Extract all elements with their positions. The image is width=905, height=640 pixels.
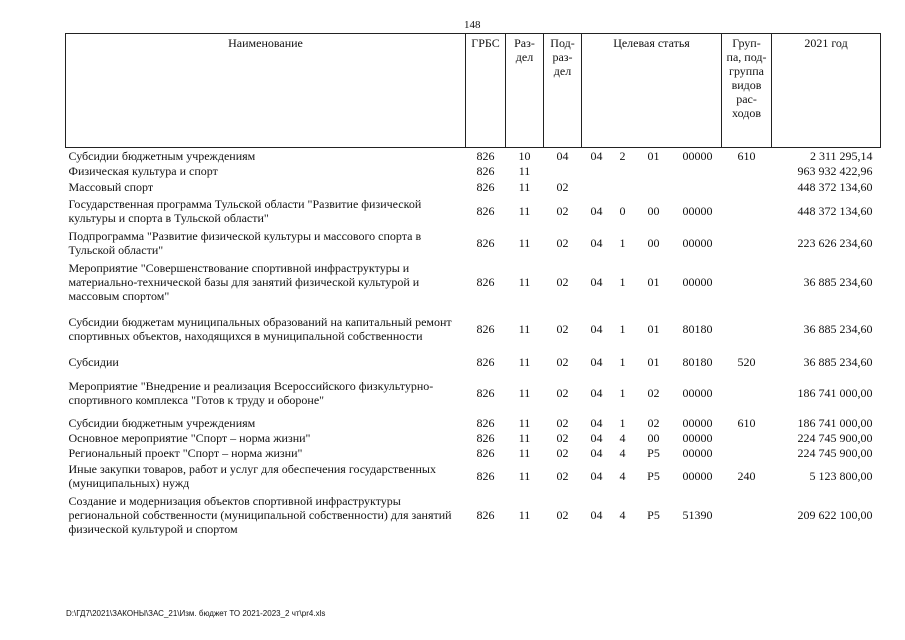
row-podrazdel: 02 — [556, 179, 569, 194]
row-target-program: 04 — [590, 507, 603, 522]
row-grbs: 826 — [476, 321, 495, 336]
row-amount: 224 745 900,00 — [797, 446, 873, 460]
row-razdel: 11 — [518, 179, 531, 194]
table-row — [66, 259, 881, 305]
header-razdel: Раз- дел — [506, 34, 544, 148]
row-razdel: 10 — [518, 148, 531, 163]
file-path-footer: D:\ГД7\2021\ЗАКОНЫ\ЗАС_21\Изм. бюджет ТО 2021-2023_2 чт\рr4.xls — [66, 609, 326, 618]
table-row — [66, 195, 881, 227]
row-target-subprogram: 1 — [619, 354, 626, 369]
row-name: Региональный проект "Спорт – норма жизни" — [68, 446, 303, 460]
row-name: Подпрограмма "Развитие физической культуры и массового спорта в Тульской области" — [68, 228, 422, 257]
row-target-program: 04 — [590, 235, 603, 250]
table-row — [66, 148, 881, 164]
row-target-subprogram: 4 — [619, 431, 626, 445]
row-expense-type: 610 — [737, 148, 756, 163]
row-amount: 36 885 234,60 — [803, 321, 873, 336]
row-expense-type — [722, 492, 772, 538]
row-target-subprogram: 4 — [619, 469, 626, 483]
row-target-event: P5 — [647, 446, 660, 460]
table-row — [66, 179, 881, 195]
row-expense-type: 520 — [737, 354, 756, 369]
table-row — [66, 446, 881, 461]
row-grbs: 826 — [476, 354, 495, 369]
row-target-event: 02 — [647, 385, 660, 400]
row-target-direction: 80180 — [682, 321, 713, 336]
row-target-program: 04 — [590, 274, 603, 289]
row-razdel: 11 — [518, 446, 531, 460]
row-target-subprogram: 1 — [619, 415, 626, 430]
row-name: Мероприятие "Внедрение и реализация Всероссийского физкультурно-спортивного комплекса "Готов к труду и обороне" — [68, 378, 434, 407]
row-grbs: 826 — [476, 415, 495, 430]
row-expense-type — [722, 446, 772, 461]
row-target-direction: 00000 — [682, 385, 713, 400]
row-razdel: 11 — [518, 415, 531, 430]
row-target-event: 01 — [647, 274, 660, 289]
row-target-subprogram: 1 — [619, 274, 626, 289]
row-target-subprogram: 0 — [619, 203, 626, 218]
row-target-event: 01 — [647, 321, 660, 336]
row-target-direction: 51390 — [682, 507, 713, 522]
row-target-direction: 00000 — [682, 431, 713, 445]
row-grbs: 826 — [476, 179, 495, 194]
row-target-subprogram: 4 — [619, 507, 626, 522]
row-target-program: 04 — [590, 203, 603, 218]
row-amount: 448 372 134,60 — [797, 179, 873, 194]
header-name: Наименование — [66, 34, 466, 148]
row-expense-type — [722, 305, 772, 353]
row-grbs: 826 — [476, 235, 495, 250]
table-row — [66, 164, 881, 179]
table-header-row — [66, 34, 881, 148]
row-target-subprogram: 4 — [619, 446, 626, 460]
row-target-event: 01 — [647, 148, 660, 163]
row-podrazdel: 02 — [556, 385, 569, 400]
table-row — [66, 227, 881, 259]
row-target-direction: 00000 — [682, 148, 713, 163]
row-razdel: 11 — [518, 354, 531, 369]
row-expense-type — [722, 195, 772, 227]
row-name: Мероприятие "Совершенствование спортивной инфраструктуры и материально-технической базы для занятий физической культурой и массовым спортом" — [68, 260, 420, 303]
row-name: Субсидии — [68, 354, 119, 369]
row-target-direction: 00000 — [682, 274, 713, 289]
row-target-event: 01 — [647, 354, 660, 369]
page-number: 148 — [464, 19, 481, 31]
row-target-direction: 00000 — [682, 235, 713, 250]
row-grbs: 826 — [476, 469, 495, 483]
row-expense-type — [722, 227, 772, 259]
table-row — [66, 461, 881, 492]
row-target-program: 04 — [590, 431, 603, 445]
header-expense-group: Груп- па, под- группа видов рас- ходов — [722, 34, 772, 148]
row-target-subprogram: 1 — [619, 321, 626, 336]
row-target-event: P5 — [647, 507, 660, 522]
row-name: Государственная программа Тульской области "Развитие физической культуры и спорта в Тульской области" — [68, 196, 422, 225]
row-target-subprogram: 2 — [619, 148, 626, 163]
row-razdel: 11 — [518, 203, 531, 218]
row-target-direction: 00000 — [682, 469, 713, 483]
row-grbs: 826 — [476, 385, 495, 400]
row-podrazdel: 02 — [556, 431, 569, 445]
row-podrazdel: 02 — [556, 415, 569, 430]
row-grbs: 826 — [476, 274, 495, 289]
table-row — [66, 415, 881, 431]
row-razdel: 11 — [518, 274, 531, 289]
row-podrazdel: 02 — [556, 203, 569, 218]
row-target-program: 04 — [590, 446, 603, 460]
budget-table — [65, 33, 881, 538]
header-grbs: ГРБС — [466, 34, 506, 148]
row-target-direction — [674, 164, 722, 179]
row-target-event — [634, 164, 674, 179]
row-name: Субсидии бюджетным учреждениям — [68, 415, 256, 430]
row-target-program: 04 — [590, 148, 603, 163]
row-amount: 186 741 000,00 — [797, 385, 873, 400]
row-amount: 2 311 295,14 — [809, 148, 873, 163]
row-expense-type — [722, 371, 772, 415]
row-expense-type — [722, 431, 772, 446]
row-name: Субсидии бюджетным учреждениям — [68, 148, 256, 163]
table-row — [66, 492, 881, 538]
row-target-event: P5 — [647, 469, 660, 483]
row-podrazdel — [544, 164, 582, 179]
row-target-subprogram — [612, 179, 634, 195]
row-amount: 186 741 000,00 — [797, 415, 873, 430]
row-razdel: 11 — [518, 507, 531, 522]
row-razdel: 11 — [518, 164, 531, 178]
row-podrazdel: 02 — [556, 274, 569, 289]
row-grbs: 826 — [476, 507, 495, 522]
row-target-event: 02 — [647, 415, 660, 430]
row-name: Иные закупки товаров, работ и услуг для обеспечения государственных (муниципальных) нужд — [68, 462, 436, 490]
row-expense-type — [722, 164, 772, 179]
row-name: Физическая культура и спорт — [68, 164, 218, 178]
row-target-event: 00 — [647, 203, 660, 218]
row-target-subprogram — [612, 164, 634, 179]
row-name: Основное мероприятие "Спорт – норма жизни" — [68, 431, 311, 445]
row-target-event: 00 — [647, 431, 660, 445]
row-razdel: 11 — [518, 321, 531, 336]
row-expense-type — [722, 259, 772, 305]
row-target-subprogram: 1 — [619, 235, 626, 250]
row-name: Субсидии бюджетам муниципальных образований на капитальный ремонт спортивных объектов, находящихся в муниципальной собственности — [68, 314, 452, 343]
header-year-2021: 2021 год — [772, 34, 881, 148]
header-podrazdel: Под- раз- дел — [544, 34, 582, 148]
row-expense-type: 610 — [737, 415, 756, 430]
row-podrazdel: 02 — [556, 354, 569, 369]
row-razdel: 11 — [518, 385, 531, 400]
row-podrazdel: 02 — [556, 446, 569, 460]
row-target-program — [582, 164, 612, 179]
row-podrazdel: 02 — [556, 235, 569, 250]
table-row — [66, 353, 881, 371]
table-row — [66, 431, 881, 446]
row-target-program — [582, 179, 612, 195]
row-podrazdel: 02 — [556, 321, 569, 336]
row-amount: 223 626 234,60 — [797, 235, 873, 250]
table-row — [66, 371, 881, 415]
row-podrazdel: 02 — [556, 469, 569, 483]
row-target-event — [634, 179, 674, 195]
row-grbs: 826 — [476, 203, 495, 218]
row-name: Создание и модернизация объектов спортивной инфраструктуры региональной собственности (муниципальной собственности) для занятий физической культурой и спортом — [68, 493, 452, 536]
row-target-direction — [674, 179, 722, 195]
row-amount: 209 622 100,00 — [797, 507, 873, 522]
header-target-article: Целевая статья — [582, 34, 722, 148]
row-razdel: 11 — [518, 431, 531, 445]
row-target-direction: 00000 — [682, 203, 713, 218]
row-name: Массовый спорт — [68, 179, 154, 194]
row-target-event: 00 — [647, 235, 660, 250]
row-podrazdel: 02 — [556, 507, 569, 522]
row-target-direction: 00000 — [682, 446, 713, 460]
row-target-program: 04 — [590, 469, 603, 483]
row-amount: 36 885 234,60 — [803, 274, 873, 289]
row-target-program: 04 — [590, 354, 603, 369]
row-razdel: 11 — [518, 469, 531, 483]
table-row — [66, 305, 881, 353]
row-expense-type: 240 — [737, 469, 756, 483]
row-target-direction: 00000 — [682, 415, 713, 430]
row-target-program: 04 — [590, 321, 603, 336]
row-amount: 963 932 422,96 — [797, 164, 873, 178]
row-amount: 448 372 134,60 — [797, 203, 873, 218]
row-target-program: 04 — [590, 415, 603, 430]
row-razdel: 11 — [518, 235, 531, 250]
row-target-subprogram: 1 — [619, 385, 626, 400]
row-expense-type — [722, 179, 772, 195]
row-amount: 5 123 800,00 — [809, 469, 873, 483]
row-podrazdel: 04 — [556, 148, 569, 163]
row-grbs: 826 — [476, 446, 495, 460]
row-grbs: 826 — [476, 164, 495, 178]
row-grbs: 826 — [476, 148, 495, 163]
row-amount: 36 885 234,60 — [803, 354, 873, 369]
row-grbs: 826 — [476, 431, 495, 445]
row-target-program: 04 — [590, 385, 603, 400]
row-target-direction: 80180 — [682, 354, 713, 369]
row-amount: 224 745 900,00 — [797, 431, 873, 445]
